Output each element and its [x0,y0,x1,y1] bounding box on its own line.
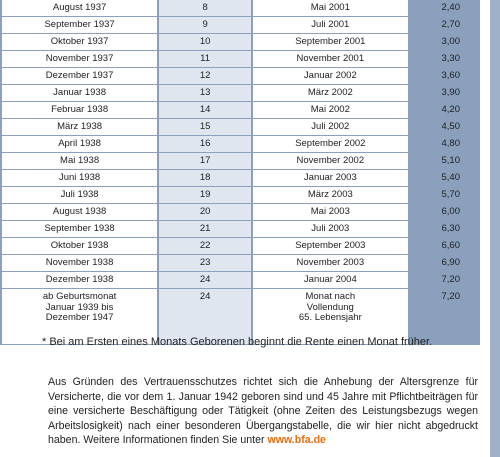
months-cell: 15 [159,119,251,135]
pension-start-cell: Januar 2002 [253,68,408,84]
birth-month-cell: November 1937 [2,51,157,67]
birth-month-cell: Dezember 1938 [2,272,157,288]
bfa-link[interactable]: www.bfa.de [267,434,326,447]
months-cell: 11 [159,51,251,67]
birth-range-line: Januar 1939 bis [45,301,114,313]
birth-month-cell: August 1937 [2,0,157,16]
birth-month-cell: September 1937 [2,17,157,33]
reduction-cell: 7,20 [410,289,478,344]
paragraph-text: Aus Gründen des Vertrauensschutzes richtet sich die Anhebung der Altersgrenze für Versicherte, die vor dem 1. Januar 1942 geboren sind und 45 Jahre mit Pflichtbeiträgen für eine versicherte Beschäftigung oder Tätigkeit (ohne Zeiten des Leistungsbezugs wegen Arbeitslosigkeit) nach einer besonderen Übergangstabelle, die wir hier nicht abgedruckt haben. Weitere Informationen finden Sie unter [48,376,478,447]
pension-start-cell: Januar 2004 [253,272,408,288]
table-row [2,170,478,186]
pension-start-cell: Mai 2003 [253,204,408,220]
reduction-cell: 3,90 [410,85,478,101]
reduction-cell: 5,10 [410,153,478,169]
pension-start-cell: Januar 2003 [253,170,408,186]
months-cell: 9 [159,17,251,33]
months-cell: 18 [159,170,251,186]
table-row [2,102,478,118]
table-body [2,0,478,344]
pension-start-line: Vollendung [306,301,354,313]
pension-start-cell: Juli 2002 [253,119,408,135]
birth-month-cell: September 1938 [2,221,157,237]
reduction-cell: 2,40 [410,0,478,16]
pension-start-cell: November 2003 [253,255,408,271]
table-row [2,0,478,16]
pension-start-cell: November 2002 [253,153,408,169]
birth-month-cell: August 1938 [2,204,157,220]
reduction-cell: 4,50 [410,119,478,135]
table-row [2,136,478,152]
birth-month-cell: Juli 1938 [2,187,157,203]
birth-month-cell: November 1938 [2,255,157,271]
birth-month-cell: April 1938 [2,136,157,152]
reduction-cell: 5,40 [410,170,478,186]
birth-month-cell: Januar 1938 [2,85,157,101]
birth-month-cell: Oktober 1938 [2,238,157,254]
reduction-cell: 7,20 [410,272,478,288]
months-cell: 12 [159,68,251,84]
pension-start-line: 65. Lebensjahr [298,312,362,323]
reduction-cell: 3,30 [410,51,478,67]
reduction-cell: 3,00 [410,34,478,50]
birth-month-cell: Oktober 1937 [2,34,157,50]
reduction-cell: 5,70 [410,187,478,203]
pension-start-cell: März 2003 [253,187,408,203]
months-cell: 10 [159,34,251,50]
pension-start-cell: Mai 2002 [253,102,408,118]
table-row [2,255,478,271]
birth-month-cell: Februar 1938 [2,102,157,118]
birth-month-cell: Juni 1938 [2,170,157,186]
table-row [2,85,478,101]
table-row [2,272,478,288]
birth-month-cell: März 1938 [2,119,157,135]
months-cell: 14 [159,102,251,118]
reduction-cell: 3,60 [410,68,478,84]
pension-start-cell: September 2003 [253,238,408,254]
table-row [2,51,478,67]
months-cell: 22 [159,238,251,254]
months-cell: 21 [159,221,251,237]
pension-start-cell: Juli 2003 [253,221,408,237]
pension-start-cell: Mai 2001 [253,0,408,16]
birth-month-cell: Dezember 1937 [2,68,157,84]
months-cell: 17 [159,153,251,169]
table-row [2,187,478,203]
table-row [2,119,478,135]
months-cell: 23 [159,255,251,271]
page-edge-strip [490,0,500,457]
table-row [2,238,478,254]
birth-month-cell: Mai 1938 [2,153,157,169]
months-cell: 19 [159,187,251,203]
reduction-cell: 2,70 [410,17,478,33]
reduction-cell: 6,60 [410,238,478,254]
pension-start-cell: Juli 2001 [253,17,408,33]
pension-start-cell: September 2002 [253,136,408,152]
months-cell: 16 [159,136,251,152]
reduction-cell: 4,20 [410,102,478,118]
reduction-cell: 6,30 [410,221,478,237]
reduction-cell: 4,80 [410,136,478,152]
table-row [2,221,478,237]
pension-start-cell: März 2002 [253,85,408,101]
months-cell: 24 [159,289,251,344]
table-row [2,153,478,169]
table-row [2,68,478,84]
table-row [2,34,478,50]
table-row [2,17,478,33]
months-cell: 8 [159,0,251,16]
months-cell: 13 [159,85,251,101]
reduction-cell: 6,00 [410,204,478,220]
reduction-cell: 6,90 [410,255,478,271]
info-paragraph [48,375,478,448]
months-cell: 24 [159,272,251,288]
months-cell: 20 [159,204,251,220]
pension-start-cell: September 2001 [253,34,408,50]
birth-range-line: ab Geburtsmonat [42,291,117,302]
footnote: * Bei am Ersten eines Monats Geborenen beginnt die Rente einen Monat früher. [42,336,433,348]
table-row [2,204,478,220]
birth-range-line: Dezember 1947 [45,312,114,323]
pension-start-cell: November 2001 [253,51,408,67]
pension-start-line: Monat nach [305,291,356,302]
